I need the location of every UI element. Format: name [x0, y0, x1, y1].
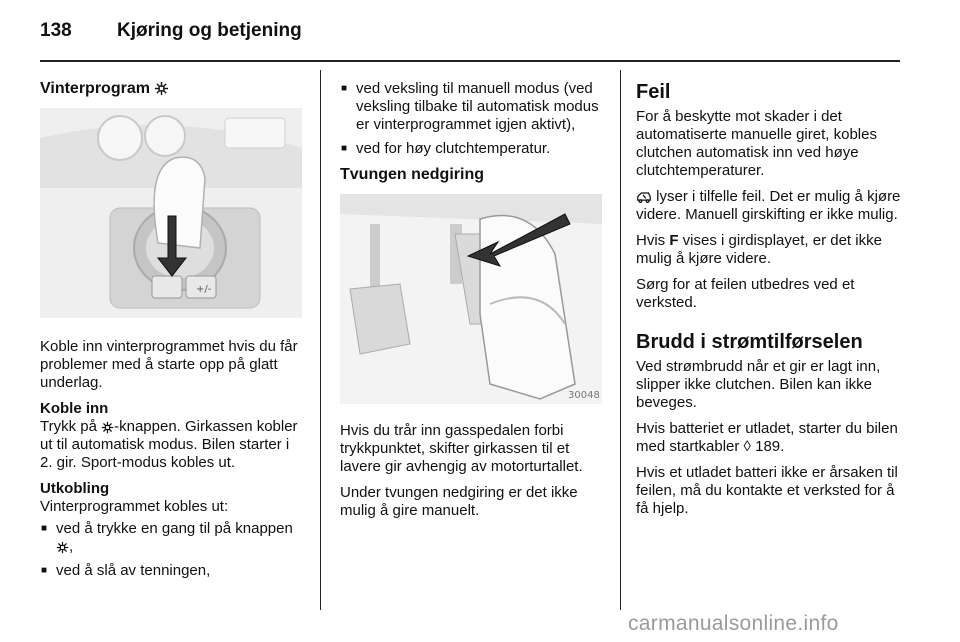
- list-item: ■ ved veksling til manuell modus (ved veksling tilbake til automatisk modus er vinterprogrammet igjen aktivt),: [340, 80, 605, 134]
- fault-text-1: For å beskytte mot skader i det automatiserte manuelle giret, kobles clutchen automatisk inn ved høye clutchtemperaturer.: [636, 108, 877, 179]
- off-bullets: [40, 520, 305, 580]
- power-text-3: Hvis et utladet batteri ikke er årsaken til feilen, må du kontakte et verksted for å få hjelp.: [636, 464, 898, 517]
- gear-selector-figure: [40, 108, 302, 318]
- on-text: Trykk på -knappen. Girkassen kobler ut til automatisk modus. Bilen starter i 2. gir. Sport-modus kobles ut.: [40, 418, 298, 471]
- list-item: ■ ved for høy clutchtemperatur.: [340, 140, 605, 158]
- figure-code: 30048: [568, 390, 600, 401]
- kickdown-text-2: Under tvungen nedgiring er det ikke mulig å gire manuelt.: [340, 484, 578, 519]
- section-heading-text: Vinterprogram: [40, 80, 150, 97]
- section-heading-fault: Feil: [636, 81, 671, 103]
- pedal-illustration: [340, 194, 602, 404]
- list-item: ■ ved å trykke en gang til på knappen ,: [40, 520, 305, 556]
- fault-text-2: lyser i tilfelle feil. Det er mulig å kjøre videre. Manuell girskifting er ikke mulig.: [636, 188, 901, 223]
- off-text: Vinterprogrammet kobles ut:: [40, 498, 229, 515]
- off-heading: Utkobling: [40, 480, 110, 497]
- section-heading-kickdown: Tvungen nedgiring: [340, 166, 484, 183]
- snowflake-icon: [101, 421, 114, 434]
- watermark: carmanualsonline.info: [628, 612, 839, 635]
- column-divider-1: [320, 70, 321, 610]
- svg-text:+/-: +/-: [196, 284, 212, 295]
- column-2: [340, 80, 605, 528]
- page-number: 138: [40, 20, 72, 41]
- kickdown-figure: [340, 194, 602, 404]
- column-1: [40, 80, 305, 588]
- column-divider-2: [620, 70, 621, 610]
- intro-text: Koble inn vinterprogrammet hvis du får problemer med å starte opp på glatt underlag.: [40, 338, 298, 391]
- section-heading-winter: [40, 80, 305, 98]
- wrench-car-icon: [636, 191, 652, 204]
- section-heading-power: Brudd i strømtilførselen: [636, 331, 863, 353]
- fault-text-3: Hvis F vises i girdisplayet, er det ikke mulig å kjøre videre.: [636, 232, 882, 267]
- chapter-title: Kjøring og betjening: [117, 20, 302, 41]
- page-header: [40, 20, 302, 42]
- header-rule: [40, 60, 900, 62]
- column-3: [636, 80, 901, 526]
- fault-text-4: Sørg for at feilen utbedres ved et verksted.: [636, 276, 855, 311]
- gear-selector-illustration: [40, 108, 302, 318]
- on-heading: Koble inn: [40, 400, 109, 417]
- power-text-2: Hvis batteriet er utladet, starter du bilen med startkabler ◊ 189.: [636, 420, 898, 455]
- snowflake-icon: [154, 81, 169, 96]
- off-bullets-continued: [340, 80, 605, 158]
- snowflake-icon: [56, 541, 69, 554]
- power-text-1: Ved strømbrudd når et gir er lagt inn, slipper ikke clutchen. Bilen kan ikke beveges.: [636, 358, 881, 411]
- list-item: ■ ved å slå av tenningen,: [40, 562, 305, 580]
- kickdown-text-1: Hvis du trår inn gasspedalen forbi trykkpunktet, skifter girkassen til et lavere gir avhengig av motorturtallet.: [340, 422, 583, 475]
